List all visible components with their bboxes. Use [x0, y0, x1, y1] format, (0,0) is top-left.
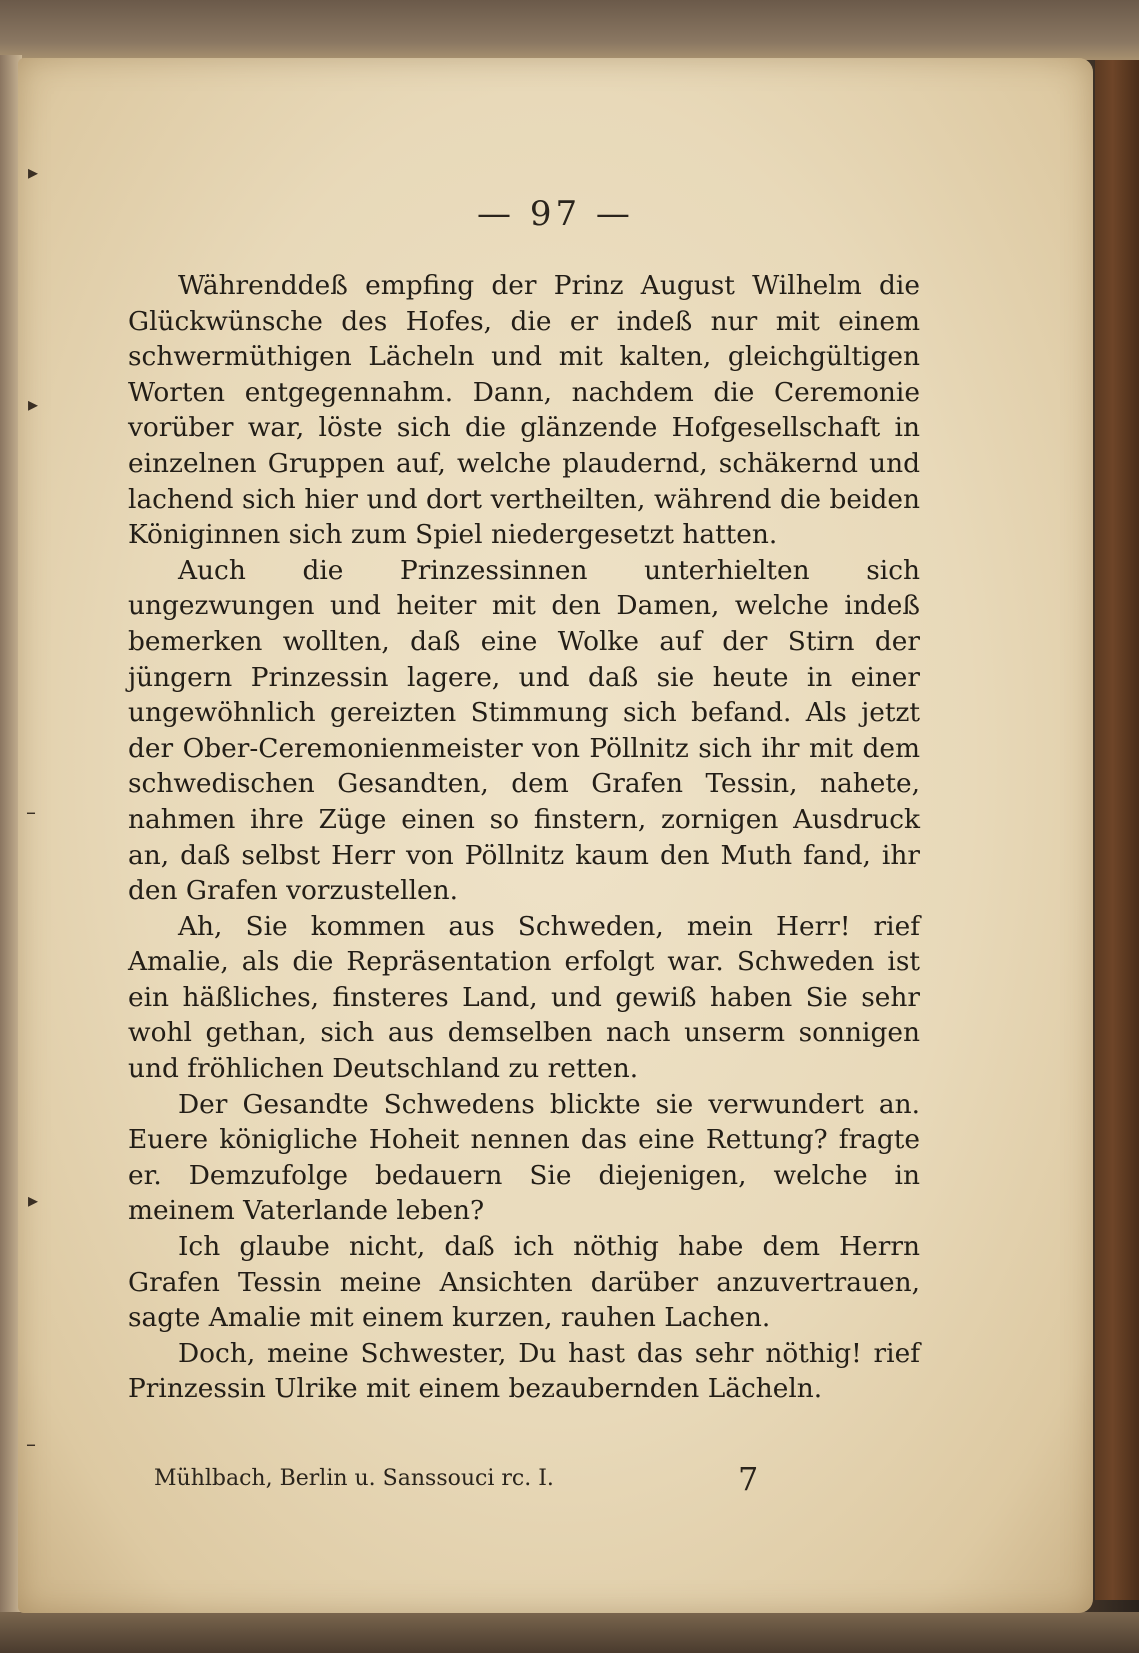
book-page [18, 58, 1093, 1613]
margin-mark: – [26, 1432, 36, 1456]
paragraph-4: Der Gesandte Schwedens blickte sie verwundert an. Euere königliche Hoheit nennen das eine Rettung? fragte er. Demzufolge bedauern Sie diejenigen, welche in meinem Vaterlande leben? [128, 1088, 920, 1227]
margin-mark: ▸ [28, 392, 39, 416]
page-number: — 97 — [477, 194, 634, 234]
margin-mark: ▸ [28, 160, 39, 184]
page-body [128, 268, 920, 1407]
paragraph-5: Ich glaube nicht, daß ich nöthig habe dem Herrn Grafen Tessin meine Ansichten darüber anzuvertrauen, sagte Amalie mit einem kurzen, rauhen Lachen. [128, 1231, 920, 1334]
paragraph-3: Ah, Sie kommen aus Schweden, mein Herr! rief Amalie, als die Repräsentation erfolgt war. Schweden ist ein häßliches, finsteres Land, und gewiß haben Sie sehr wohl gethan, sich aus demselben nach unserm sonnigen und fröhlichen Deutschland zu retten. [128, 910, 920, 1085]
margin-mark: ▸ [28, 1188, 39, 1212]
signature-mark: 7 [738, 1460, 759, 1498]
scan-top-edge [0, 0, 1139, 60]
paragraph-2: Auch die Prinzessinnen unterhielten sich ungezwungen und heiter mit den Damen, welche indeß bemerken wollten, daß eine Wolke auf der Stirn der jüngern Prinzessin lagere, und daß sie heute in einer ungewöhnlich gereizten Stimmung sich befand. Als jetzt der Ober-Ceremonienmeister von Pöllnitz sich ihr mit dem schwedischen Gesandten, dem Grafen Tessin, nahete, nahmen ihre Züge einen so finstern, zornigen Ausdruck an, daß selbst Herr von Pöllnitz kaum den Muth fand, ihr den Grafen vorzustellen. [128, 554, 920, 907]
page-footer-imprint: Mühlbach, Berlin u. Sanssouci rc. I. [154, 1466, 554, 1491]
scan-bottom-edge [0, 1612, 1139, 1653]
paragraph-6: Doch, meine Schwester, Du hast das sehr nöthig! rief Prinzessin Ulrike mit einem bezaubernden Lächeln. [128, 1337, 920, 1405]
margin-mark: – [26, 800, 36, 824]
book-cover-edge [1095, 60, 1139, 1600]
paragraph-1: Währenddeß empfing der Prinz August Wilhelm die Glückwünsche des Hofes, die er indeß nur mit einem schwermüthigen Lächeln und mit kalten, gleichgültigen Worten entgegennahm. Dann, nachdem die Ceremonie vorüber war, löste sich die glänzende Hofgesellschaft in einzelnen Gruppen auf, welche plaudernd, schäkernd und lachend sich hier und dort vertheilten, während die beiden Königinnen sich zum Spiel niedergesetzt hatten. [128, 270, 920, 551]
